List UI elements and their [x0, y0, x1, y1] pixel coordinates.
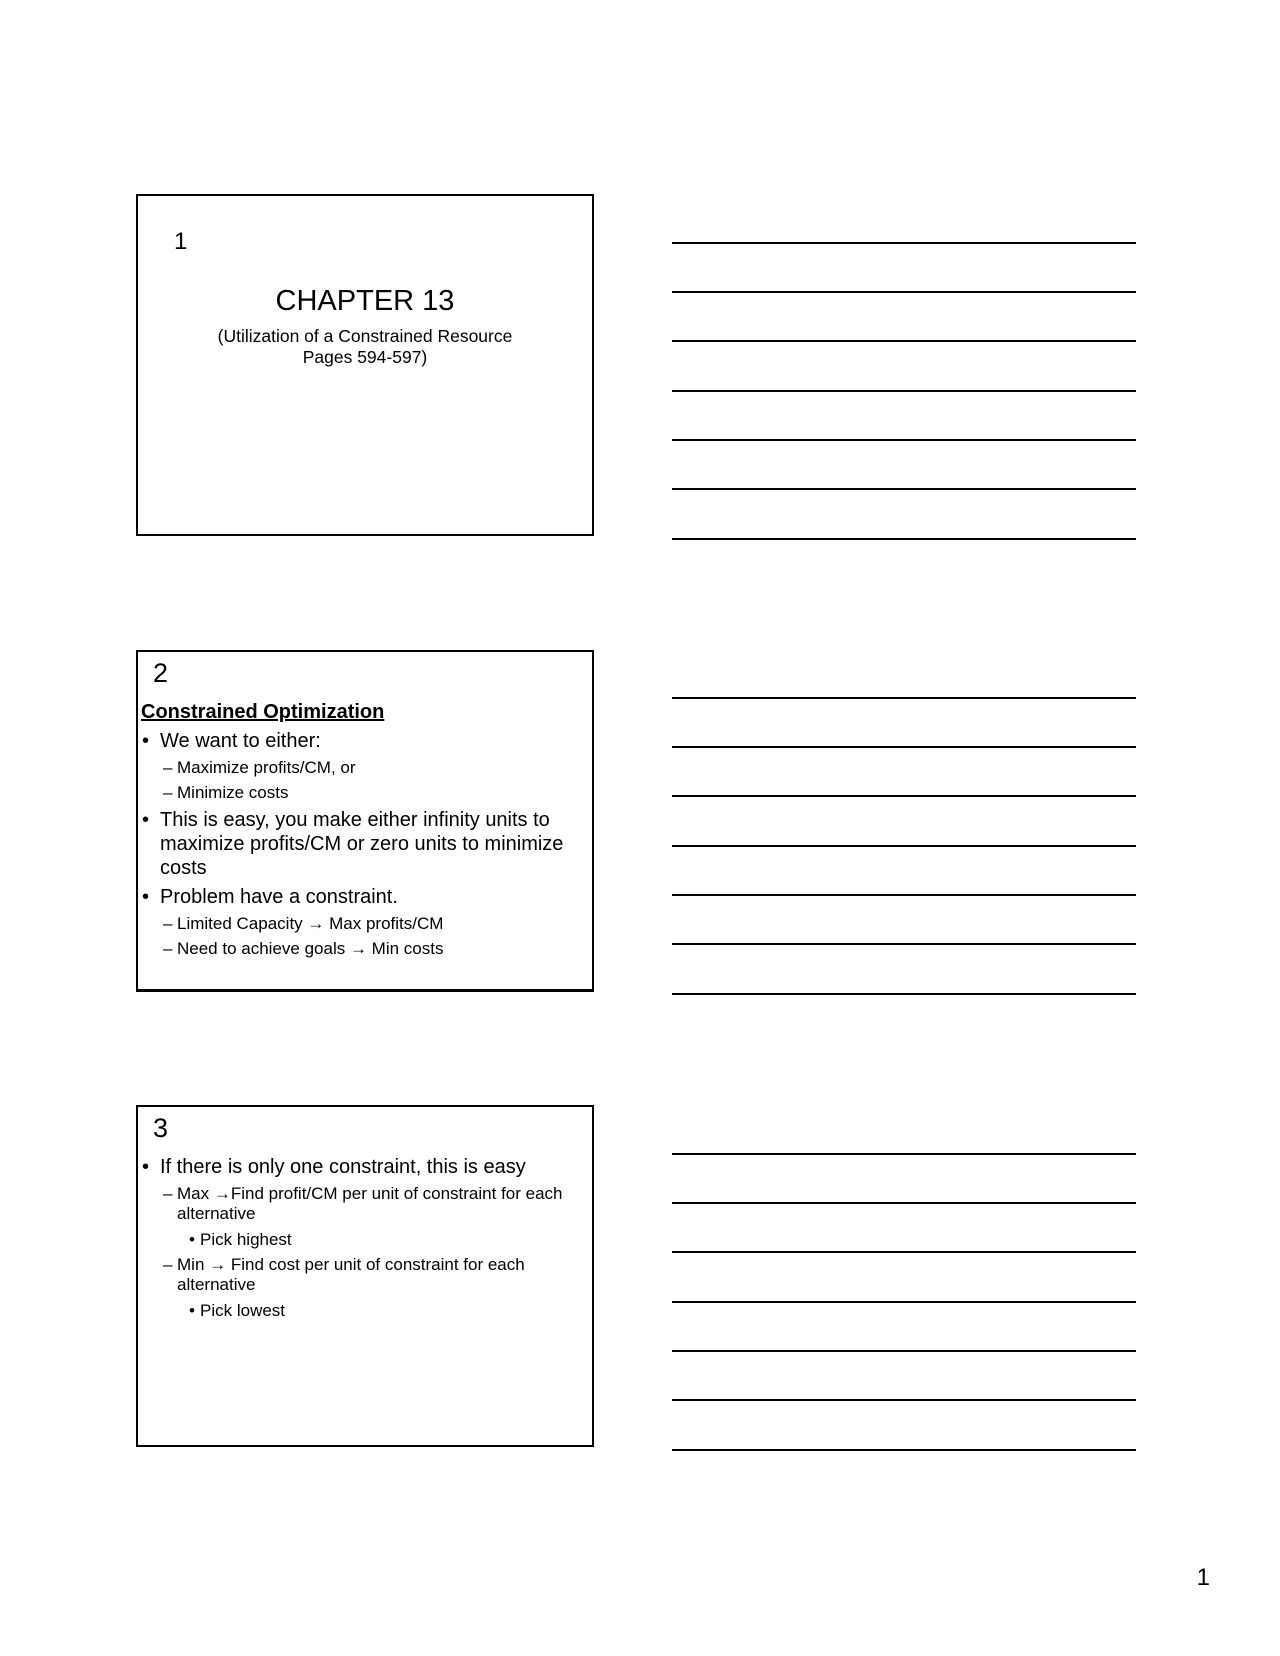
slide-subtitle — [138, 326, 592, 368]
page-number: 1 — [1196, 1564, 1210, 1591]
note-line — [672, 1251, 1136, 1253]
sub-sub-bullet-item: • Pick lowest — [140, 1301, 588, 1321]
note-line — [672, 845, 1136, 847]
note-line — [672, 439, 1136, 441]
bullet-list — [140, 729, 588, 959]
sub-bullet-item: – Maximize profits/CM, or — [163, 758, 356, 777]
slide-3 — [136, 1105, 594, 1447]
note-line — [672, 538, 1136, 540]
bullet-item: • Problem have a constraint. — [140, 885, 588, 909]
note-line — [672, 1301, 1136, 1303]
note-line — [672, 1449, 1136, 1451]
sub-sub-bullet-item: • Pick highest — [140, 1230, 588, 1250]
note-line — [672, 993, 1136, 995]
note-line — [672, 1202, 1136, 1204]
slide-heading: Constrained Optimization — [141, 701, 385, 723]
slide-number: 2 — [153, 658, 169, 688]
sub-bullet-item: – Need to achieve goals → Min costs — [163, 939, 444, 958]
note-line — [672, 943, 1136, 945]
note-line — [672, 291, 1136, 293]
note-line — [672, 1350, 1136, 1352]
slide-1 — [136, 194, 594, 536]
sub-bullet-item: – Min → Find cost per unit of constraint for each alternative — [163, 1255, 525, 1294]
note-line — [672, 242, 1136, 244]
subtitle-line: Pages 594-597) — [302, 347, 428, 367]
sub-bullet-item: – Limited Capacity → Max profits/CM — [163, 914, 444, 933]
bullet-item: • This is easy, you make either infinity units to maximize profits/CM or zero units to minimize costs — [140, 808, 588, 880]
note-line — [672, 894, 1136, 896]
sub-bullet-item: – Max →Find profit/CM per unit of constraint for each alternative — [163, 1184, 563, 1223]
note-line — [672, 1153, 1136, 1155]
note-line — [672, 795, 1136, 797]
subtitle-line: (Utilization of a Constrained Resource — [217, 326, 513, 346]
slide-2 — [136, 650, 594, 992]
note-line — [672, 746, 1136, 748]
note-line — [672, 390, 1136, 392]
note-line — [672, 697, 1136, 699]
slide-number: 3 — [153, 1113, 169, 1143]
bullet-item: • We want to either: — [140, 729, 588, 753]
slide-title: CHAPTER 13 — [275, 285, 455, 317]
note-line — [672, 488, 1136, 490]
sub-bullet-item: – Minimize costs — [163, 783, 289, 802]
bullet-list — [140, 1155, 588, 1321]
note-line — [672, 340, 1136, 342]
bullet-item: • If there is only one constraint, this is easy — [140, 1155, 588, 1179]
slide-number: 1 — [174, 228, 188, 255]
note-line — [672, 1399, 1136, 1401]
